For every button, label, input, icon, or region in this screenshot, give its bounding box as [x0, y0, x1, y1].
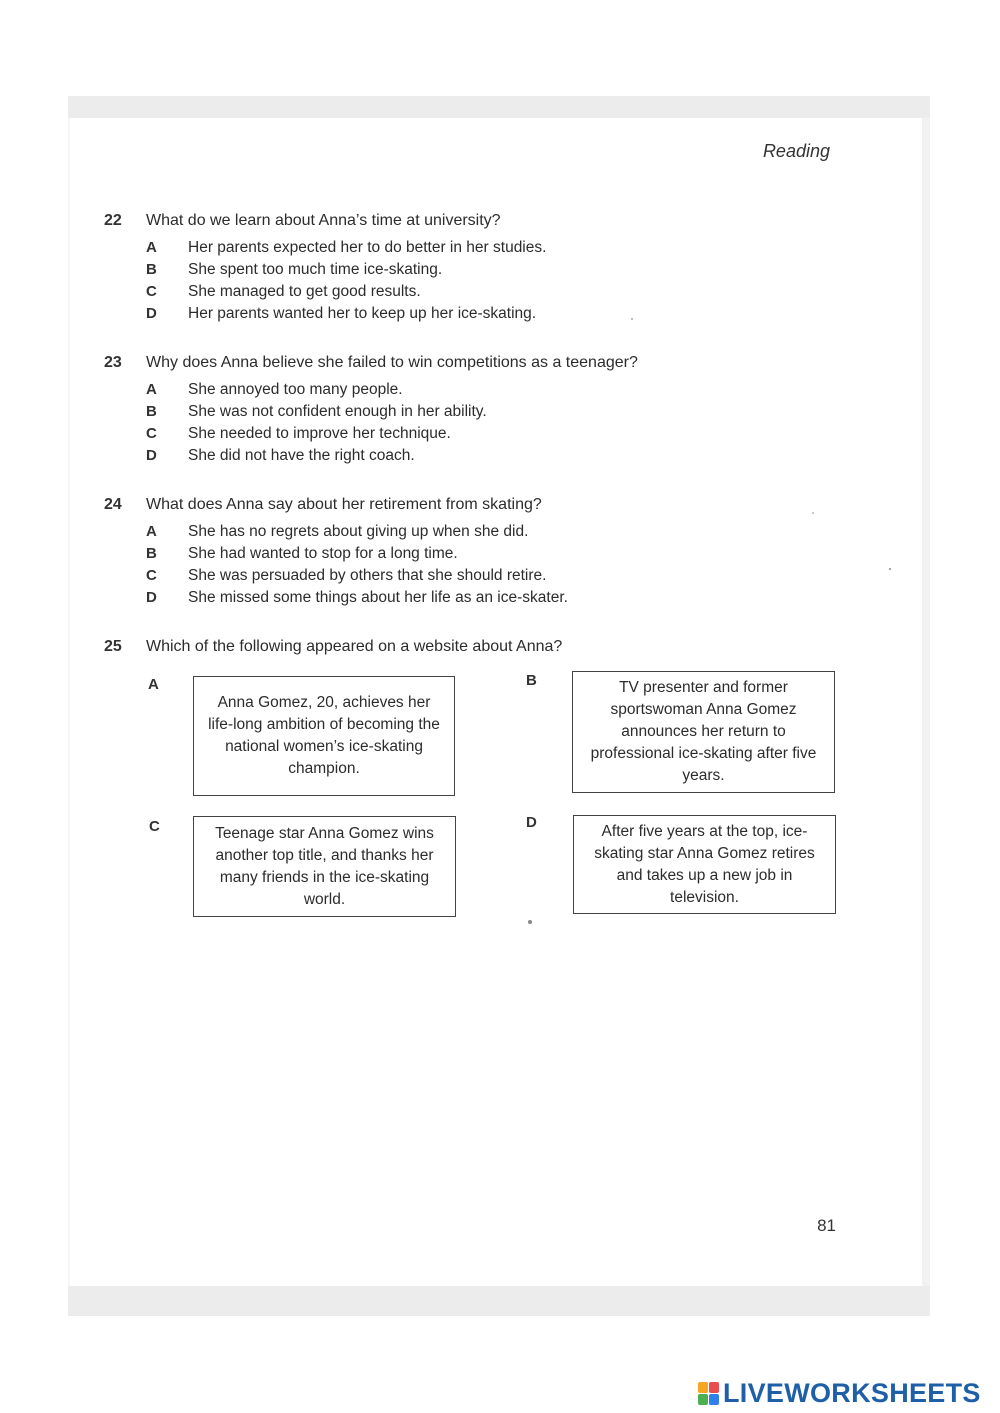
option-list — [104, 523, 844, 611]
question-text: Why does Anna believe she failed to win competitions as a teenager? — [146, 354, 638, 371]
option-text: Her parents expected her to do better in her studies. — [188, 239, 547, 256]
option-c[interactable] — [146, 283, 844, 305]
card-d-letter: D — [526, 814, 537, 831]
option-a[interactable] — [146, 523, 844, 545]
question-number: 23 — [104, 354, 122, 371]
card-c-text: Teenage star Anna Gomez wins another top title, and thanks her many friends in the ice-skating world. — [215, 824, 434, 908]
card-d-text: After five years at the top, ice-skating star Anna Gomez retires and takes up a new job in television. — [594, 822, 815, 906]
question-text: What do we learn about Anna’s time at university? — [146, 212, 501, 229]
card-c[interactable] — [193, 816, 456, 917]
option-text: She needed to improve her technique. — [188, 425, 451, 442]
scan-border-top — [68, 96, 930, 118]
question-22 — [104, 212, 844, 327]
option-list — [104, 381, 844, 469]
option-text: She has no regrets about giving up when she did. — [188, 523, 529, 540]
option-letter: B — [146, 403, 157, 420]
scan-speck — [889, 568, 891, 570]
card-b-text: TV presenter and former sportswoman Anna Gomez announces her return to professional ice-skating after five years. — [590, 679, 817, 784]
question-number: 25 — [104, 638, 122, 655]
option-text: She managed to get good results. — [188, 283, 421, 300]
question-25 — [104, 638, 844, 656]
option-b[interactable] — [146, 545, 844, 567]
liveworksheets-logo-icon — [698, 1382, 719, 1405]
option-text: She had wanted to stop for a long time. — [188, 545, 458, 562]
scan-speck — [528, 920, 532, 924]
question-number: 22 — [104, 212, 122, 229]
question-text: What does Anna say about her retirement from skating? — [146, 496, 542, 513]
scan-speck — [631, 318, 633, 320]
card-d[interactable] — [573, 815, 836, 914]
option-b[interactable] — [146, 261, 844, 283]
scan-border-left — [68, 118, 70, 1286]
option-a[interactable] — [146, 381, 844, 403]
option-letter: D — [146, 589, 157, 606]
page-number: 81 — [817, 1216, 836, 1235]
option-d[interactable] — [146, 305, 844, 327]
option-text: She spent too much time ice-skating. — [188, 261, 443, 278]
option-d[interactable] — [146, 447, 844, 469]
option-text: Her parents wanted her to keep up her ice-skating. — [188, 305, 537, 322]
card-b-letter: B — [526, 672, 537, 689]
option-b[interactable] — [146, 403, 844, 425]
option-c[interactable] — [146, 425, 844, 447]
option-text: She annoyed too many people. — [188, 381, 403, 398]
question-24 — [104, 496, 844, 611]
option-letter: C — [146, 425, 157, 442]
scan-border-bottom — [68, 1286, 930, 1316]
liveworksheets-brand[interactable] — [698, 1378, 981, 1409]
question-number: 24 — [104, 496, 122, 513]
section-title: Reading — [762, 141, 830, 161]
scan-border-right — [922, 118, 930, 1286]
logo-tile — [709, 1394, 719, 1405]
option-letter: B — [146, 545, 157, 562]
option-letter: A — [146, 523, 157, 540]
card-a-text: Anna Gomez, 20, achieves her life-long ambition of becoming the national women’s ice-skating champion. — [208, 694, 440, 777]
option-letter: D — [146, 447, 157, 464]
option-letter: C — [146, 567, 157, 584]
card-b[interactable] — [572, 671, 835, 793]
option-text: She was persuaded by others that she should retire. — [188, 567, 547, 584]
option-list — [104, 239, 844, 327]
option-text: She did not have the right coach. — [188, 447, 415, 464]
card-c-letter: C — [149, 818, 160, 835]
scan-speck — [812, 512, 814, 514]
card-a-letter: A — [148, 676, 159, 693]
option-a[interactable] — [146, 239, 844, 261]
option-text: She missed some things about her life as an ice-skater. — [188, 589, 568, 606]
logo-tile — [698, 1394, 708, 1405]
option-letter: C — [146, 283, 157, 300]
option-letter: B — [146, 261, 157, 278]
option-letter: A — [146, 239, 157, 256]
option-text: She was not confident enough in her ability. — [188, 403, 487, 420]
question-23 — [104, 354, 844, 469]
question-text: Which of the following appeared on a website about Anna? — [146, 638, 563, 655]
option-letter: A — [146, 381, 157, 398]
option-d[interactable] — [146, 589, 844, 611]
logo-tile — [709, 1382, 719, 1393]
option-c[interactable] — [146, 567, 844, 589]
logo-tile — [698, 1382, 708, 1393]
option-letter: D — [146, 305, 157, 322]
card-a[interactable] — [193, 676, 455, 796]
brand-text: LIVEWORKSHEETS — [723, 1378, 981, 1408]
